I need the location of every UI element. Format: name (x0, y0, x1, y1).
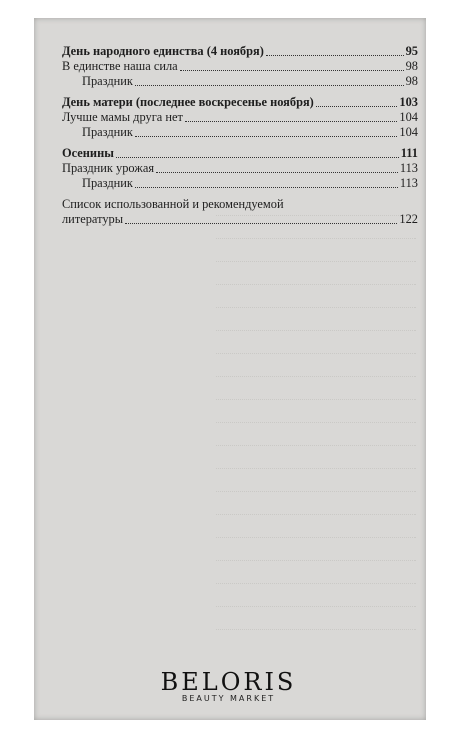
toc-entry-bibliography (62, 197, 418, 227)
toc-entry-page: 103 (399, 95, 418, 109)
bibliography-line-1: Список использованной и рекомендуемой (62, 197, 284, 211)
toc-entry-page: 111 (400, 146, 418, 160)
table-of-contents (62, 44, 418, 227)
leader-dots (180, 70, 404, 71)
toc-entry-label: Праздник (82, 125, 133, 139)
logo-main-text: BELORIS (160, 668, 297, 696)
toc-entry-label: В единстве наша сила (62, 59, 178, 73)
toc-entry-label: День народного единства (4 ноября) (62, 44, 264, 58)
toc-entry-unity-strength (62, 59, 418, 74)
toc-entry-mother-day (62, 95, 418, 110)
leader-dots (116, 157, 399, 158)
toc-entry-holiday-3 (62, 176, 418, 191)
leader-dots (266, 55, 404, 56)
toc-entry-page: 104 (399, 110, 418, 124)
toc-entry-page: 113 (399, 161, 418, 175)
leader-dots (156, 172, 398, 173)
leader-dots (125, 223, 397, 224)
toc-entry-label: День матери (последнее воскресенье ноября) (62, 95, 314, 109)
toc-entry-page: 98 (405, 74, 418, 88)
toc-entry-page: 113 (399, 176, 418, 190)
leader-dots (135, 136, 398, 137)
leader-dots (135, 85, 404, 86)
logo-sub-text: BEAUTY MARKET (181, 694, 276, 703)
toc-entry-harvest (62, 161, 418, 176)
bibliography-line-2: литературы (62, 212, 124, 226)
toc-entry-holiday-1 (62, 74, 418, 89)
toc-entry-label: Праздник урожая (62, 161, 155, 175)
toc-entry-page: 95 (405, 44, 418, 58)
toc-entry-page: 98 (405, 59, 418, 73)
leader-dots (185, 121, 397, 122)
toc-entry-label: Праздник (82, 74, 133, 88)
toc-entry-holiday-2 (62, 125, 418, 140)
toc-entry-best-mom (62, 110, 418, 125)
toc-entry-label: Осенины (62, 146, 114, 160)
toc-entry-label: Лучше мамы друга нет (62, 110, 183, 124)
toc-entry-label: Праздник (82, 176, 133, 190)
toc-entry-page: 104 (399, 125, 418, 139)
leader-dots (135, 187, 398, 188)
bleed-through-text (60, 205, 420, 705)
toc-entry-oseniny (62, 146, 418, 161)
toc-entry-page: 122 (399, 212, 418, 226)
toc-entry-unity-day (62, 44, 418, 59)
beloris-logo (0, 668, 457, 703)
leader-dots (316, 106, 398, 107)
